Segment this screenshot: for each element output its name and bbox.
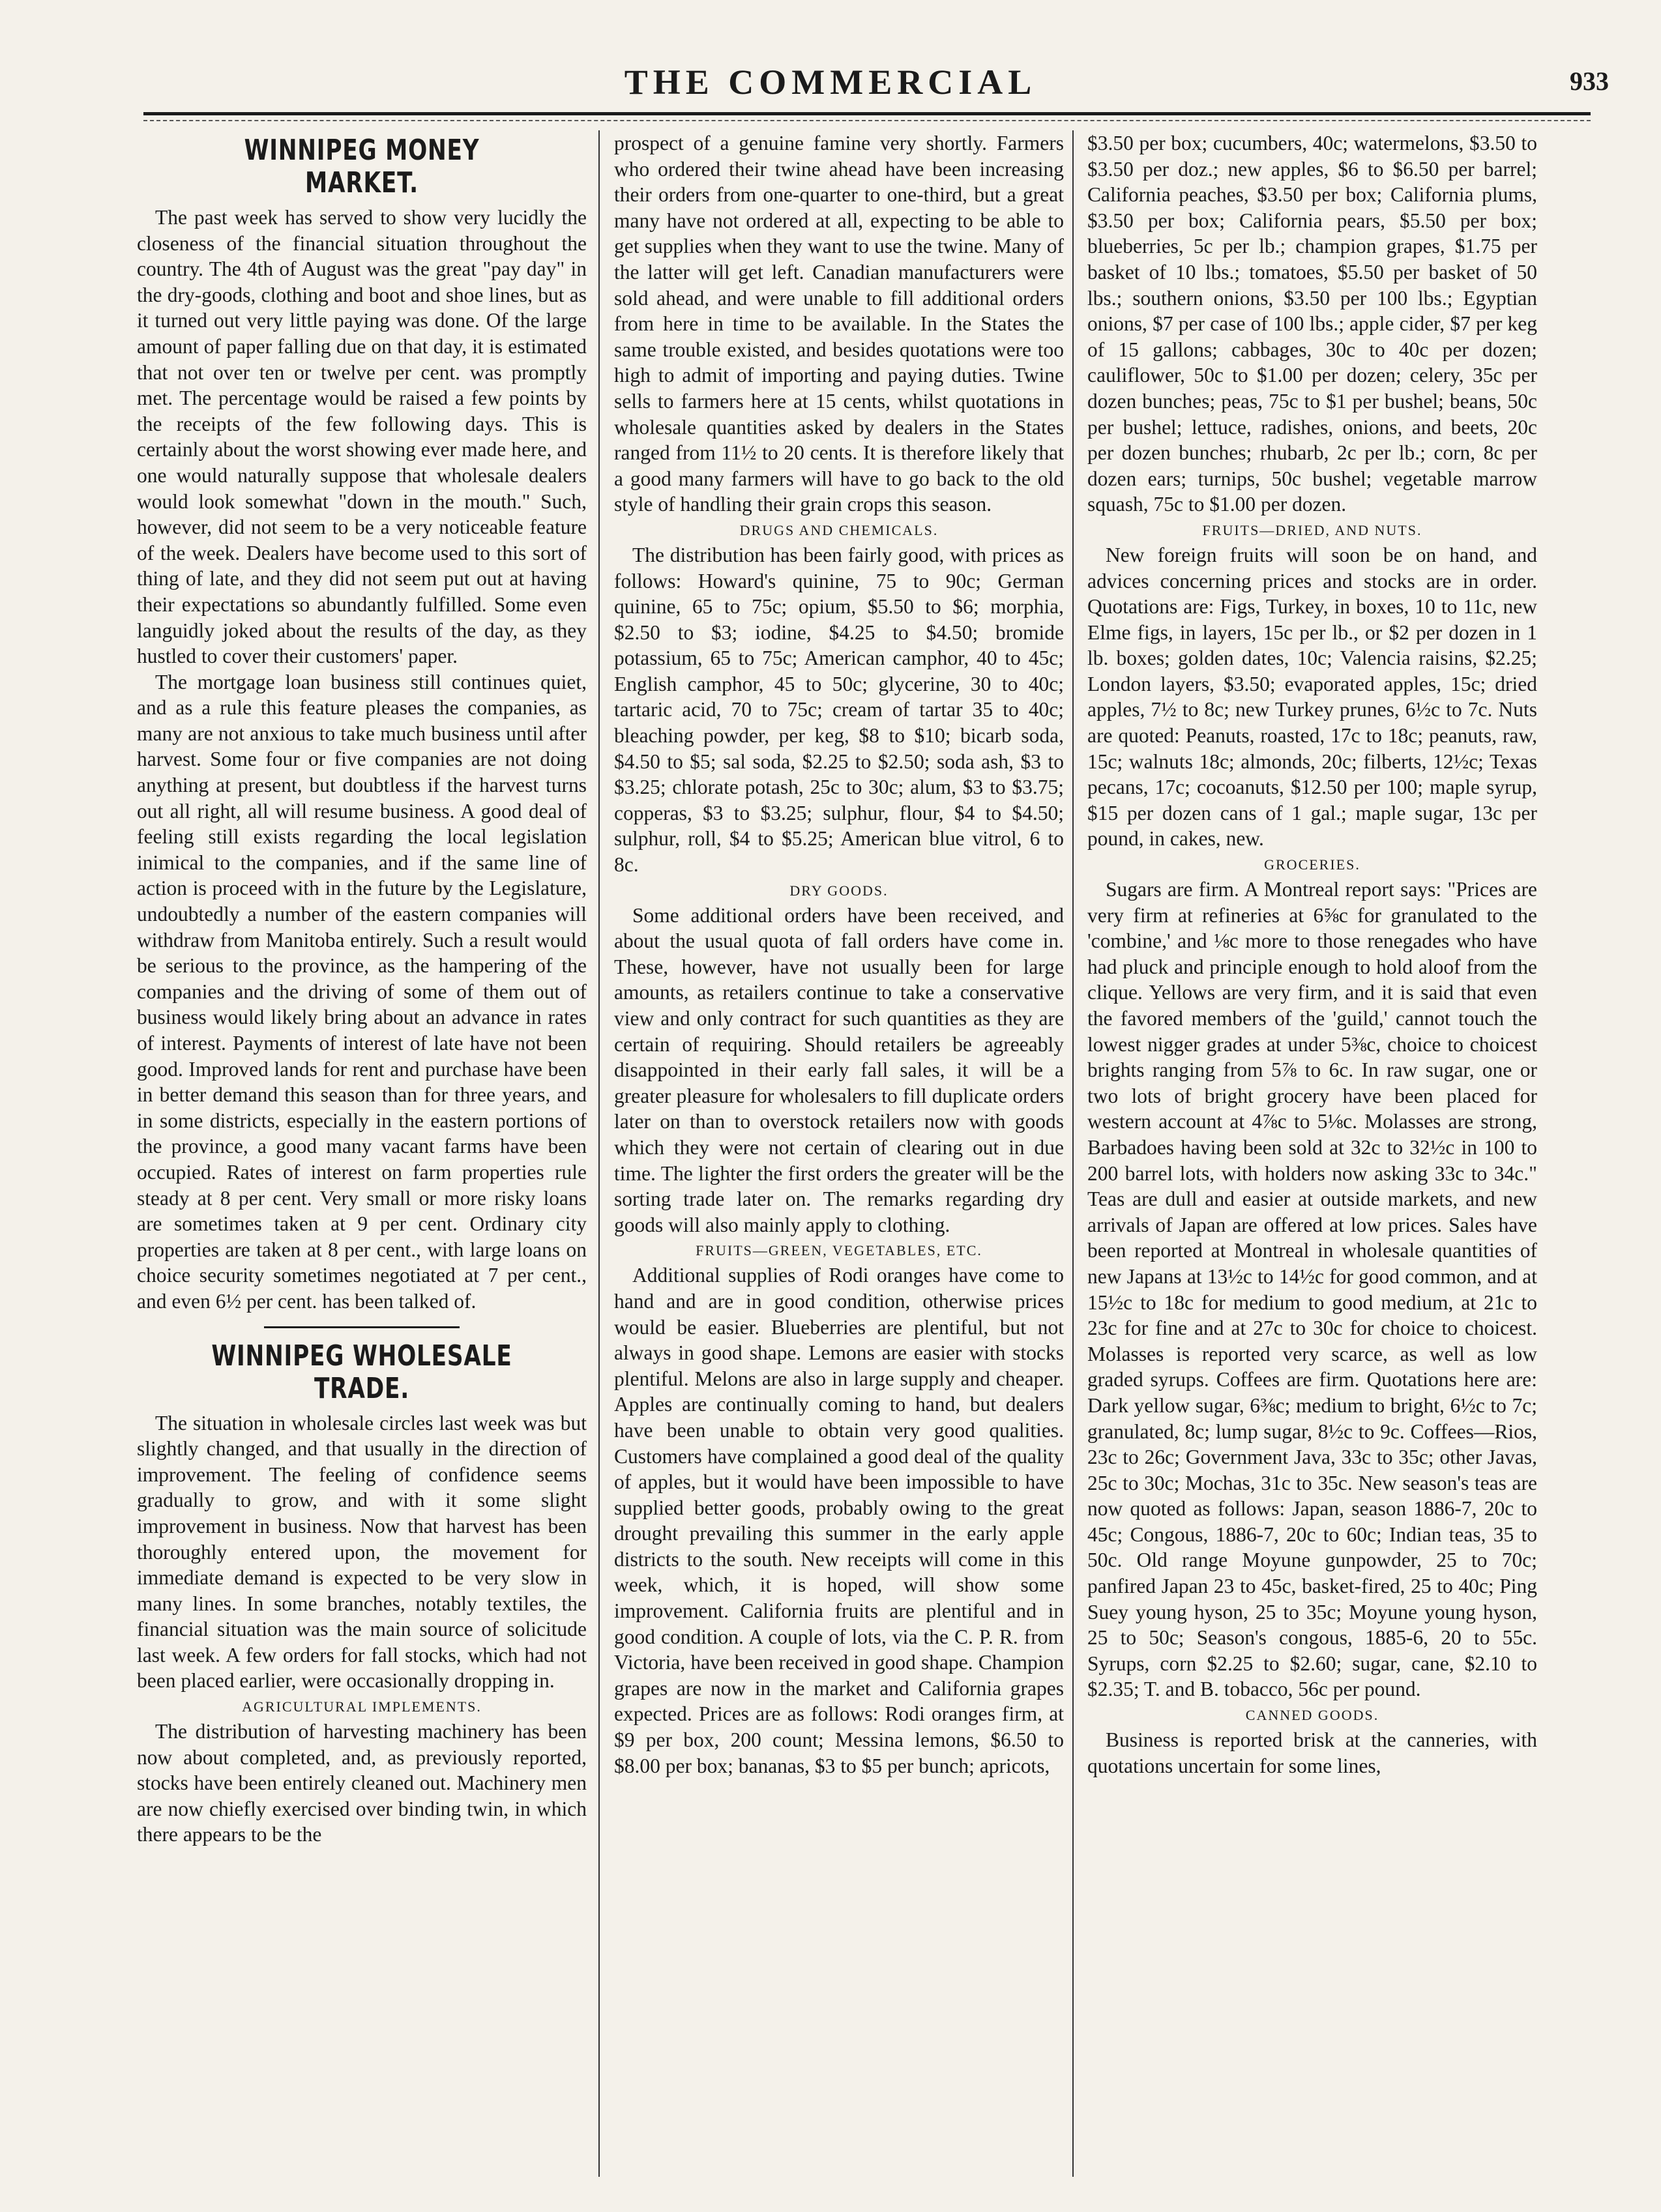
column-1 xyxy=(137,130,587,2183)
dry-goods-text: Some additional orders have been received, and about the usual quota of fall orders have come in. These, however, have not usually been for large amounts, as retailers continue to take a conservative view and only contract for such quantities as they are certain of requiring. Should retailers be agreeably disappointed in their early fall sales, it will be a greater pleasure for wholesalers to fill duplicate orders later on than to overstock retailers now with goods which they were not certain of clearing out in due time. The lighter the first orders the greater will be the sorting trade later on. The remarks regarding dry goods will also mainly apply to clothing. xyxy=(614,903,1064,1236)
groceries-heading: GROCERIES. xyxy=(1264,856,1360,873)
dry-goods-heading: DRY GOODS. xyxy=(789,882,889,899)
column-3 xyxy=(1087,130,1537,2183)
header-rule xyxy=(143,112,1591,115)
agricultural-implements-heading: AGRICULTURAL IMPLEMENTS. xyxy=(242,1698,482,1715)
groceries-text: Sugars are firm. A Montreal report says: "Prices are very firm at refineries at 6⅝c for granulated to the 'combine,' and ⅛c more to those renegades who have had pluck and principle enough to hold aloof from the clique. Yellows are very firm, and it is said that even the favored members of the 'guild,' cannot touch the lowest nigger grades at under 5⅜c, choice to choicest brights ranging from 5⅞ to 6c. In raw sugar, one or two lots of bright grocery have been placed for western account at 4⅞c to 5⅛c. Molasses are strong, Barbadoes having been sold at 32c to 32½c in 100 to 200 barrel lots, with holders now asking 33c to 34c." Teas are dull and easier at outside markets, and new arrivals of Japan are offered at low prices. Sales have been reported at Montreal in wholesale quantities of new Japans at 13½c to 14½c for good common, and at 15½c to 18c for medium to good medium, at 21c to 23c for fine and at 27c to 30c for choice to choicest. Molasses is reported very scarce, as well as low graded syrups. Coffees are firm. Quotations here are: Dark yellow sugar, 6⅜c; medium to bright, 6½c to 7c; granulated, 8c; lump sugar, 8½c to 9c. Coffees—Rios, 23c to 26c; Government Java, 33c to 35c; other Javas, 25c to 30c; Mochas, 31c to 35c. New season's teas are now quoted as follows: Japan, season 1886-7, 20c to 45c; Congous, 1886-7, 20c to 60c; Indian teas, 35 to 50c. Old range Moyune gunpowder, 25 to 70c; panfired Japan 23 to 45c, basket-fired, 25 to 40c; Ping Suey young hyson, 25 to 35c; Moyune young hyson, 25 to 50c; Season's congous, 1885-6, 20 to 55c. Syrups, corn $2.25 to $2.60; sugar, cane, $2.10 to $2.35; T. and B. tobacco, 56c per pound. xyxy=(1087,878,1537,1701)
money-market-paragraph-2: The mortgage loan business still continues quiet, and as a rule this feature pleases the companies, as many are not anxious to take much business until after harvest. Some four or five companies are not doing anything at present, but doubtless if the harvest turns out all right, all will resume business. A good deal of feeling still exists regarding the local legislation inimical to the companies, and if the same line of action is proceed with in the future by the Legislature, undoubtedly a number of the eastern companies will withdraw from Manitoba entirely. Such a result would be serious to the province, as the hampering of the companies and the driving of some of them out of business would likely bring about an advance in rates of interest. Payments of interest of late have not been good. Improved lands for rent and purchase have been in better demand this season than for three years, and in some districts, especially in the eastern portions of the province, a good many vacant farms have been occupied. Rates of interest on farm properties rule steady at 8 per cent. Very small or more risky loans are sometimes taken at 9 per cent. Ordinary city properties are taken at 8 per cent., with large loans on choice security sometimes negotiated at 7 per cent., and even 6½ per cent. has been talked of. xyxy=(137,670,587,1313)
fruits-green-heading: FRUITS—GREEN, VEGETABLES, ETC. xyxy=(696,1242,982,1259)
section-separator xyxy=(264,1326,460,1328)
page-number: 933 xyxy=(1570,66,1609,96)
column-divider-2 xyxy=(1072,130,1074,2177)
column-divider-1 xyxy=(598,130,600,2177)
fruits-green-text: Additional supplies of Rodi oranges have come to hand and are in good condition, otherwise prices would be easier. Blueberries are plentiful, but not always in good shape. Lemons are easier with stocks plentiful. Melons are also in large supply and cheaper. Apples are continually coming to hand, but dealers have been unable to obtain very good qualities. Customers have complained a good deal of the quality of apples, but it would have been impossible to have supplied better goods, probably owing to the great drought prevailing this summer in the early apple districts to the south. New receipts will come in this week, which, it is hoped, will show some improvement. California fruits are plentiful and in good condition. A couple of lots, via the C. P. R. from Victoria, have been received in good shape. Champion grapes are now in the market and California grapes expected. Prices are as follows: Rodi oranges firm, at $9 per box, 200 count; Messina lemons, $6.50 to $8.00 per box; bananas, $3 to $5 per bunch; apricots, xyxy=(614,1264,1064,1777)
money-market-paragraph-1: The past week has served to show very lucidly the closeness of the financial situation throughout the country. The 4th of August was the great "pay day" in the dry-goods, clothing and boot and shoe lines, but as it turned out very little paying was done. Of the large amount of paper falling due on that day, it is estimated that not over ten or twelve per cent. was promptly met. The percentage would be raised a few points by the receipts of the few following days. This is certainly about the worst showing ever made here, and one would naturally suppose that wholesale dealers would look somewhat "down in the mouth." Such, however, did not seem to be a very noticeable feature of the week. Dealers have become used to this sort of thing of late, and they did not seem put out at having their expectations so abundantly fulfilled. Some even languidly joked about the results of the day, as they hustled to cover their customers' paper. xyxy=(137,206,587,668)
agricultural-implements-text: The distribution of harvesting machinery has been now about completed, and, as previously reported, stocks have been entirely cleaned out. Machinery men are now chiefly exercised over binding twin, in which there appears to be the xyxy=(137,1720,587,1846)
fruits-green-continued: $3.50 per box; cucumbers, 40c; watermelons, $3.50 to $3.50 per doz.; new apples, $6 to $6.50 per barrel; California peaches, $3.50 per box; California plums, $3.50 per box; California pears, $5.50 per box; blueberries, 5c per lb.; champion grapes, $1.75 per basket of 10 lbs.; tomatoes, $5.50 per basket of 50 lbs.; southern onions, $3.50 per 100 lbs.; Egyptian onions, $7 per case of 100 lbs.; apple cider, $7 per keg of 15 gallons; cabbages, 30c to 40c per dozen; cauliflower, 50c to $1.00 per dozen; celery, 35c per dozen bunches; peas, 75c to $1 per bushel; beans, 50c per bushel; lettuce, radishes, onions, and beets, 20c per dozen bunches; rhubarb, 2c per lb.; corn, 8c per dozen ears; turnips, 50c bushel; vegetable marrow squash, 75c to $1.00 per dozen. xyxy=(1087,132,1537,516)
fruits-dried-text: New foreign fruits will soon be on hand, and advices concerning prices and stocks are in order. Quotations are: Figs, Turkey, in boxes, 10 to 11c, new Elme figs, in layers, 15c per lb., or $2 per dozen in 1 lb. boxes; golden dates, 10c; Valencia raisins, $2.25; London layers, $3.50; evaporated apples, 15c; dried apples, 7½ to 8c; new Turkey prunes, 6½c to 7c. Nuts are quoted: Peanuts, roasted, 17c to 18c; peanuts, raw, 15c; walnuts 18c; almonds, 20c; filberts, 12½c; Texas pecans, 17c; cocoanuts, $12.50 per 100; maple syrup, $15 per dozen cans of 1 gal.; maple sugar, 13c per pound, in cakes, new. xyxy=(1087,543,1537,851)
drugs-chemicals-heading: DRUGS AND CHEMICALS. xyxy=(739,521,939,538)
wholesale-trade-intro: The situation in wholesale circles last week was but slightly changed, and that usually in the direction of improvement. The feeling of confidence seems gradually to grow, and with it some slight improvement in business. Now that harvest has been thoroughly entered upon, the movement for immediate demand is expected to be very slow in many lines. In some branches, notably textiles, the financial situation was the main source of solicitude last week. A few orders for fall stocks, which had not been placed earlier, were occasionally dropping in. xyxy=(137,1411,587,1693)
agricultural-implements-continued: prospect of a genuine famine very shortly. Farmers who ordered their twine ahead have been increasing their orders from one-quarter to one-third, but a great many have not ordered at all, expecting to be able to get supplies when they want to use the twine. Many of the latter will get left. Canadian manufacturers were sold ahead, and were unable to fill additional orders from here in time to be available. In the States the same trouble existed, and besides quotations were too high to admit of importing and paying duties. Twine sells to farmers here at 15 cents, whilst quotations in wholesale quantities asked by dealers in the States ranged from 11½ to 20 cents. It is therefore likely that a good many farmers will have to go back to the old style of handling their grain crops this season. xyxy=(614,132,1064,516)
canned-goods-text: Business is reported brisk at the canneries, with quotations uncertain for some lines, xyxy=(1087,1728,1537,1777)
column-2 xyxy=(614,130,1064,2183)
masthead xyxy=(0,62,1661,114)
canned-goods-heading: CANNED GOODS. xyxy=(1245,1707,1379,1724)
header-rule-dashed xyxy=(143,120,1591,121)
money-market-title: WINNIPEG MONEY MARKET. xyxy=(244,134,480,199)
wholesale-trade-title: WINNIPEG WHOLESALE TRADE. xyxy=(211,1339,512,1405)
fruits-dried-heading: FRUITS—DRIED, AND NUTS. xyxy=(1202,521,1422,538)
drugs-chemicals-text: The distribution has been fairly good, with prices as follows: Howard's quinine, 75 to 90c; German quinine, 65 to 75c; opium, $5.50 to $6; morphia, $2.50 to $3; iodine, $4.25 to $4.50; bromide potassium, 65 to 75c; American camphor, 40 to 45c; English camphor, 45 to 50c; glycerine, 30 to 40c; tartaric acid, 70 to 75c; cream of tartar 35 to 40c; bleaching powder, per keg, $8 to $10; bicarb soda, $4.50 to $5; sal soda, $2.25 to $2.50; soda ash, $3 to $3.25; chlorate potash, 25c to 30c; alum, $3 to $3.75; copperas, $3 to $3.25; sulphur, flour, $4 to $4.50; sulphur, roll, $4 to $5.25; American blue vitrol, 6 to 8c. xyxy=(614,543,1064,877)
publication-title: THE COMMERCIAL xyxy=(624,63,1037,102)
